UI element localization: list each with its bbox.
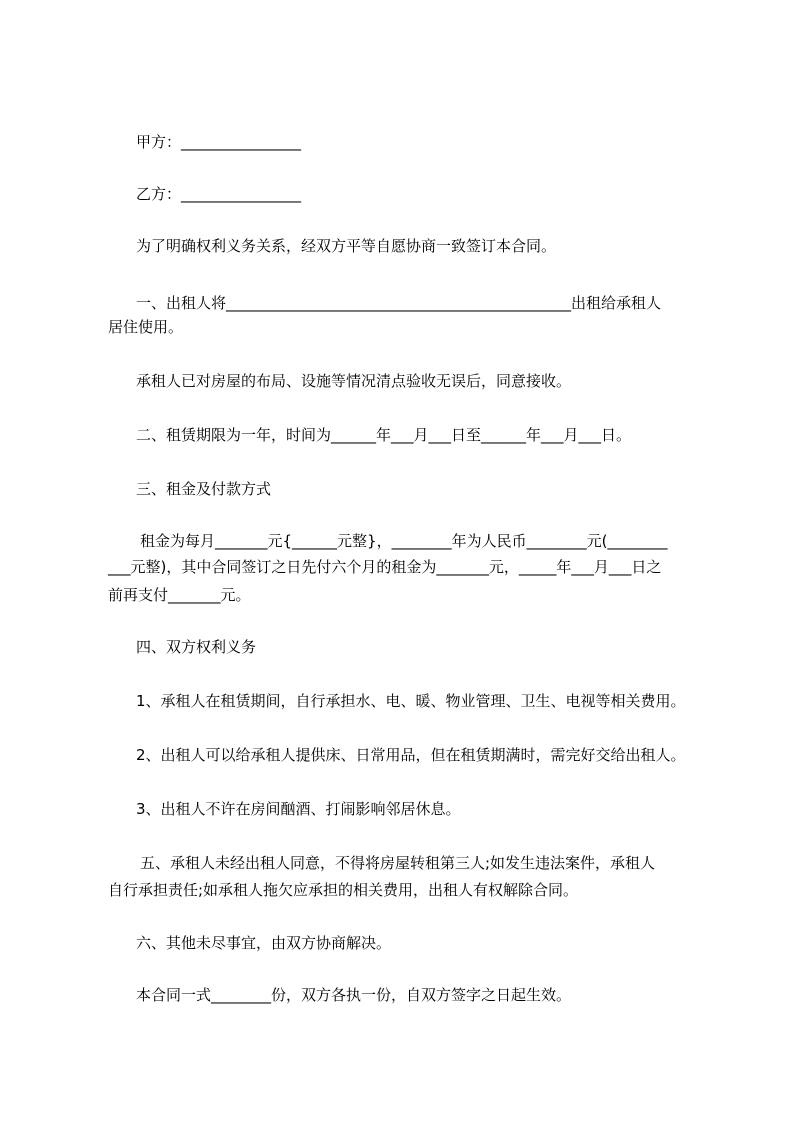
clause-4-title: 四、双方权利义务 [136, 638, 257, 656]
final-paragraph: 本合同一式________份，双方各执一份，自双方签字之日起生效。 [136, 986, 572, 1004]
acceptance-paragraph: 承租人已对房屋的布局、设施等情况清点验收无误后，同意接收。 [136, 372, 572, 390]
rent-line-1: 租金为每月_______元{______元整}，________年为人民币________元(________ [140, 532, 668, 550]
party-a-line: 甲方：________________ [136, 133, 302, 151]
duty-1: 1、承租人在租赁期间，自行承担水、电、暖、物业管理、卫生、电视等相关费用。 [136, 692, 686, 710]
duty-3: 3、出租人不许在房间酗酒、打闹影响邻居休息。 [136, 800, 461, 818]
clause-1-line-2: 居住使用。 [108, 318, 184, 336]
clause-1-line-1: 一、出租人将______________________________________________出租给承租人 [136, 294, 662, 312]
clause-2-term: 二、租赁期限为一年，时间为______年___月___日至______年___月___日。 [136, 426, 632, 444]
intro-paragraph: 为了明确权利义务关系，经双方平等自愿协商一致签订本合同。 [136, 237, 557, 255]
rent-line-2: ___元整)，其中合同签订之日先付六个月的租金为_______元，_____年___月___日之 [108, 558, 662, 576]
clause-3-title: 三、租金及付款方式 [136, 480, 272, 498]
clause-6: 六、其他未尽事宜，由双方协商解决。 [136, 934, 392, 952]
party-b-line: 乙方：________________ [136, 185, 302, 203]
clause-5-line-1: 五、承租人未经出租人同意，不得将房屋转租第三人;如发生违法案件，承租人 [140, 854, 656, 872]
duty-2: 2、出租人可以给承租人提供床、日常用品，但在租赁期满时，需完好交给出租人。 [136, 746, 686, 764]
clause-5-line-2: 自行承担责任;如承租人拖欠应承担的相关费用，出租人有权解除合同。 [108, 881, 579, 899]
rent-line-3: 前再支付_______元。 [108, 586, 251, 604]
